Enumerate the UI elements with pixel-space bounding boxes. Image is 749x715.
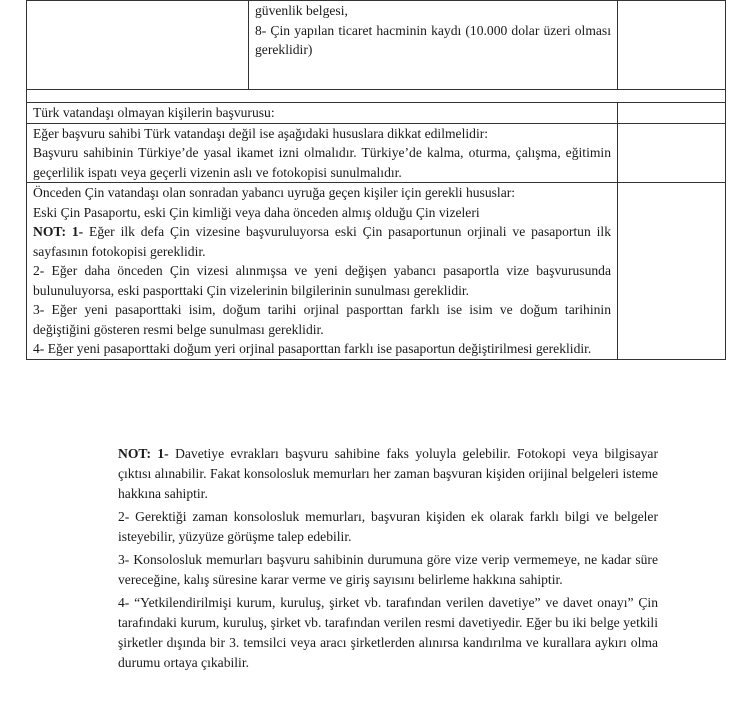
note-item: 3- Eğer yeni pasaporttaki isim, doğum tarihi orjinal pasporttan farklı ise isim ve doğum tarihinin değiştiğini gösteren resmi belge sunulması gereklidir. [33, 302, 611, 337]
table-cell-empty [27, 1, 249, 90]
table-cell-empty [27, 90, 726, 103]
note-text: Eğer ilk defa Çin vizesine başvuruluyorsa eski Çin pasaportunun orjinali ve pasaportun ilk sayfasının fotokopisi gereklidir. [33, 224, 611, 259]
table-row [27, 1, 726, 90]
note-label: NOT: 1- [33, 224, 84, 239]
table-cell-empty [618, 123, 726, 183]
notes-section [118, 444, 658, 676]
block-line: Eski Çin Pasaportu, eski Çin kimliği veya daha önceden almış olduğu Çin vizeleri [33, 204, 480, 220]
block-line: Önceden Çin vatandaşı olan sonradan yabancı uyruğa geçen kişiler için gerekli hususlar: [33, 185, 516, 200]
table-row [27, 183, 726, 360]
note-paragraph: 3- Konsolosluk memurları başvuru sahibinin durumuna göre vize verip vermemeye, ne kadar süre vereceğine, kalış süresine karar verme ve giriş sayısını belirleme hakkına sahiptir. [118, 552, 658, 587]
requirements-table [26, 0, 726, 360]
note-paragraph: 2- Gerektiği zaman konsolosluk memurları, başvuran kişiden ek olarak farklı bilgi ve belgeler isteyebilir, yüzyüze görüşme talep edebilir. [118, 509, 658, 544]
note-item [33, 222, 611, 261]
note-text: Davetiye evrakları başvuru sahibine faks yoluyla gelebilir. Fotokopi veya bilgisayar çıktısı alınabilir. Fakat konsolosluk memurları her zaman başvuran kişiden orijinal belgeleri isteme hakkına sahiptir. [118, 446, 658, 501]
table-row [27, 90, 726, 103]
table-cell-block [27, 183, 618, 360]
table-cell-block [27, 123, 618, 183]
note-item: 4- Eğer yeni pasaporttaki doğum yeri orjinal pasaporttan farklı ise pasaportun değiştirilmesi gereklidir. [33, 341, 592, 356]
table-cell-requirements [249, 1, 618, 90]
note-paragraph [118, 444, 658, 504]
note-label: NOT: 1- [118, 446, 169, 461]
block-line: Başvuru sahibinin Türkiye’de yasal ikamet izni olmalıdır. Türkiye’de kalma, oturma, çalışma, eğitimin geçerlilik ispatı veya geçerli vizenin aslı ve fotokopisi sunulmalıdır. [33, 145, 611, 180]
table-cell-empty [618, 103, 726, 124]
requirement-line: güvenlik belgesi, [255, 3, 348, 18]
block-line: Eğer başvuru sahibi Türk vatandaşı değil ise aşağıdaki hususlara dikkat edilmelidir: [33, 125, 489, 141]
section-title: Türk vatandaşı olmayan kişilerin başvurusu: [27, 103, 618, 124]
table-row [27, 103, 726, 124]
table-cell-empty [618, 1, 726, 90]
table-row [27, 123, 726, 183]
note-paragraph: 4- “Yetkilendirilmişi kurum, kuruluş, şirket vb. tarafından verilen davetiye” ve davet onayı” Çin tarafındaki kurum, kuruluş, şirket vb. tarafından verilen resmi davetiyedir. Eğer bu iki belge yetkili şirketler dışında bir 3. temsilci veya aracı şirketlerden alınırsa kandırılma ve kurallara aykırı olma durumu ortaya çıkabilir. [118, 595, 658, 670]
requirement-line: 8- Çin yapılan ticaret hacminin kaydı (10.000 dolar üzeri olması gereklidir) [255, 22, 611, 57]
table-cell-empty [618, 183, 726, 360]
note-item: 2- Eğer daha önceden Çin vizesi alınmışsa ve yeni değişen yabancı pasaportla vize başvurusunda bulunuluyorsa, eski pasporttaki Çin vizelerinin bilgilerinin sunulması gereklidir. [33, 263, 611, 298]
